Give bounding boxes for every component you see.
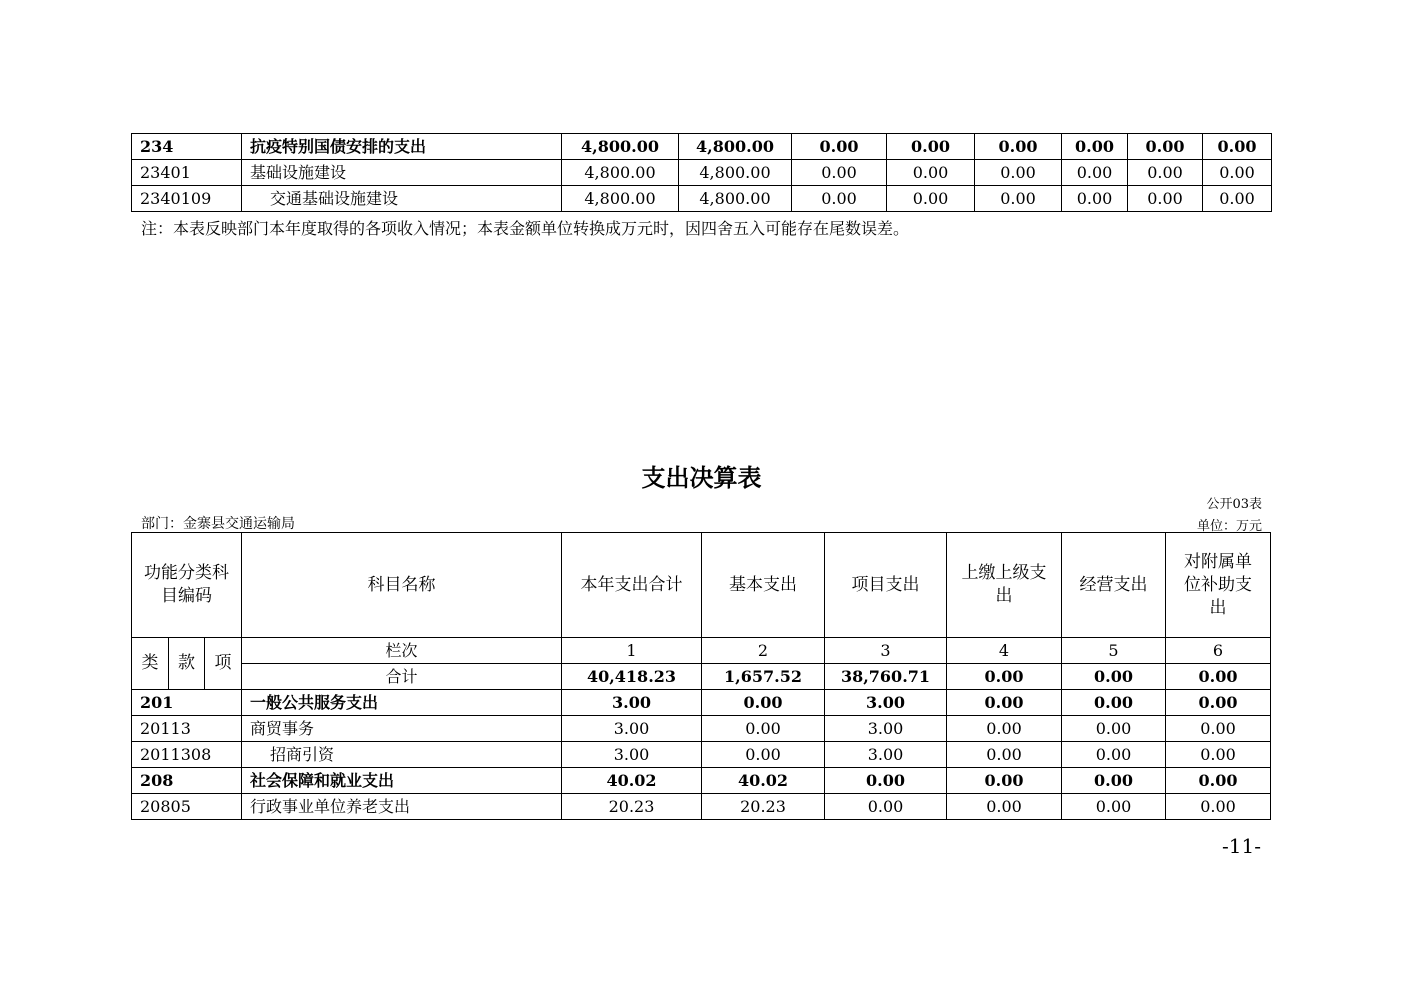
- amount-cell: 0.00: [1166, 794, 1271, 820]
- subject-name: 社会保障和就业支出: [242, 768, 562, 794]
- amount-cell: 40.02: [702, 768, 825, 794]
- amount-cell: 0.00: [1203, 134, 1272, 160]
- subject-code: 208: [132, 768, 242, 794]
- column-number-row: [132, 638, 1271, 664]
- total-value: 0.00: [947, 664, 1062, 690]
- amount-cell: 3.00: [562, 716, 702, 742]
- amount-cell: 0.00: [975, 160, 1062, 186]
- amount-cell: 0.00: [975, 186, 1062, 212]
- form-code: 公开03表: [1206, 497, 1262, 512]
- sub-lei: 类: [132, 638, 169, 690]
- unit-label: 单位：万元: [1196, 519, 1262, 534]
- subject-code: 23401: [132, 160, 242, 186]
- subject-name: 商贸事务: [242, 716, 562, 742]
- total-label: 合计: [242, 664, 562, 690]
- amount-cell: 0.00: [792, 186, 887, 212]
- amount-cell: 0.00: [1203, 186, 1272, 212]
- amount-cell: 0.00: [1062, 134, 1128, 160]
- sub-xiang: 项: [205, 638, 242, 690]
- amount-cell: 4,800.00: [679, 160, 792, 186]
- amount-cell: 0.00: [947, 768, 1062, 794]
- amount-cell: 0.00: [1128, 186, 1203, 212]
- amount-cell: 0.00: [947, 690, 1062, 716]
- amount-cell: 3.00: [825, 690, 947, 716]
- subject-name: 抗疫特别国债安排的支出: [242, 134, 562, 160]
- subject-name: 交通基础设施建设: [242, 186, 562, 212]
- header-code: 功能分类科目编码: [132, 533, 242, 638]
- amount-cell: 0.00: [947, 716, 1062, 742]
- header-name: 科目名称: [242, 533, 562, 638]
- amount-cell: 0.00: [1166, 690, 1271, 716]
- subject-code: 20805: [132, 794, 242, 820]
- amount-cell: 4,800.00: [679, 186, 792, 212]
- amount-cell: 0.00: [1062, 690, 1166, 716]
- amount-cell: 0.00: [887, 134, 975, 160]
- total-value: 1,657.52: [702, 664, 825, 690]
- amount-cell: 0.00: [887, 160, 975, 186]
- subject-name: 一般公共服务支出: [242, 690, 562, 716]
- amount-cell: 0.00: [1062, 768, 1166, 794]
- amount-cell: 0.00: [1166, 768, 1271, 794]
- column-num: 6: [1166, 638, 1271, 664]
- amount-cell: 3.00: [562, 690, 702, 716]
- subject-name: 行政事业单位养老支出: [242, 794, 562, 820]
- sub-kuan: 款: [169, 638, 205, 690]
- amount-cell: 0.00: [947, 794, 1062, 820]
- subject-code: 20113: [132, 716, 242, 742]
- amount-cell: 0.00: [792, 160, 887, 186]
- amount-cell: 4,800.00: [562, 160, 679, 186]
- amount-cell: 0.00: [1166, 716, 1271, 742]
- table-row: [132, 742, 1271, 768]
- column-row-label: 栏次: [242, 638, 562, 664]
- total-row: [132, 664, 1271, 690]
- amount-cell: 0.00: [975, 134, 1062, 160]
- amount-cell: 3.00: [825, 742, 947, 768]
- amount-cell: 3.00: [562, 742, 702, 768]
- total-value: 0.00: [1166, 664, 1271, 690]
- subject-code: 234: [132, 134, 242, 160]
- table-row: [132, 768, 1271, 794]
- table-row: [132, 690, 1271, 716]
- department-label: 部门：金寨县交通运输局: [141, 516, 295, 532]
- income-continuation-table: [131, 133, 1272, 212]
- amount-cell: 0.00: [702, 690, 825, 716]
- table-row: [132, 134, 1272, 160]
- amount-cell: 0.00: [792, 134, 887, 160]
- header-col-6: 对附属单位补助支出: [1166, 533, 1271, 638]
- amount-cell: 0.00: [1062, 716, 1166, 742]
- amount-cell: 0.00: [825, 768, 947, 794]
- subject-code: 201: [132, 690, 242, 716]
- subject-name: 基础设施建设: [242, 160, 562, 186]
- amount-cell: 0.00: [1062, 794, 1166, 820]
- amount-cell: 0.00: [825, 794, 947, 820]
- header-col-3: 项目支出: [825, 533, 947, 638]
- amount-cell: 0.00: [1166, 742, 1271, 768]
- table-note: 注：本表反映部门本年度取得的各项收入情况；本表金额单位转换成万元时，因四舍五入可能存在尾数误差。: [141, 219, 910, 238]
- header-col-4: 上缴上级支出: [947, 533, 1062, 638]
- total-value: 0.00: [1062, 664, 1166, 690]
- total-value: 38,760.71: [825, 664, 947, 690]
- amount-cell: 3.00: [825, 716, 947, 742]
- table-row: [132, 794, 1271, 820]
- amount-cell: 0.00: [1128, 160, 1203, 186]
- header-col-5: 经营支出: [1062, 533, 1166, 638]
- amount-cell: 20.23: [702, 794, 825, 820]
- subject-name: 招商引资: [242, 742, 562, 768]
- column-num: 5: [1062, 638, 1166, 664]
- amount-cell: 0.00: [1062, 160, 1128, 186]
- amount-cell: 0.00: [947, 742, 1062, 768]
- table-row: [132, 160, 1272, 186]
- page-number: -11-: [1222, 834, 1261, 858]
- amount-cell: 4,800.00: [679, 134, 792, 160]
- expenditure-table: [131, 532, 1271, 820]
- amount-cell: 0.00: [1062, 742, 1166, 768]
- column-num: 1: [562, 638, 702, 664]
- column-num: 2: [702, 638, 825, 664]
- header-col-2: 基本支出: [702, 533, 825, 638]
- page-title: 支出决算表: [641, 464, 762, 492]
- amount-cell: 4,800.00: [562, 134, 679, 160]
- amount-cell: 20.23: [562, 794, 702, 820]
- subject-code: 2340109: [132, 186, 242, 212]
- amount-cell: 0.00: [1062, 186, 1128, 212]
- amount-cell: 0.00: [1128, 134, 1203, 160]
- table-row: [132, 186, 1272, 212]
- amount-cell: 0.00: [887, 186, 975, 212]
- amount-cell: 4,800.00: [562, 186, 679, 212]
- amount-cell: 0.00: [702, 742, 825, 768]
- header-col-1: 本年支出合计: [562, 533, 702, 638]
- amount-cell: 0.00: [702, 716, 825, 742]
- subject-code: 2011308: [132, 742, 242, 768]
- amount-cell: 0.00: [1203, 160, 1272, 186]
- column-num: 3: [825, 638, 947, 664]
- table-row: [132, 716, 1271, 742]
- column-num: 4: [947, 638, 1062, 664]
- header-row: [132, 533, 1271, 638]
- amount-cell: 40.02: [562, 768, 702, 794]
- total-value: 40,418.23: [562, 664, 702, 690]
